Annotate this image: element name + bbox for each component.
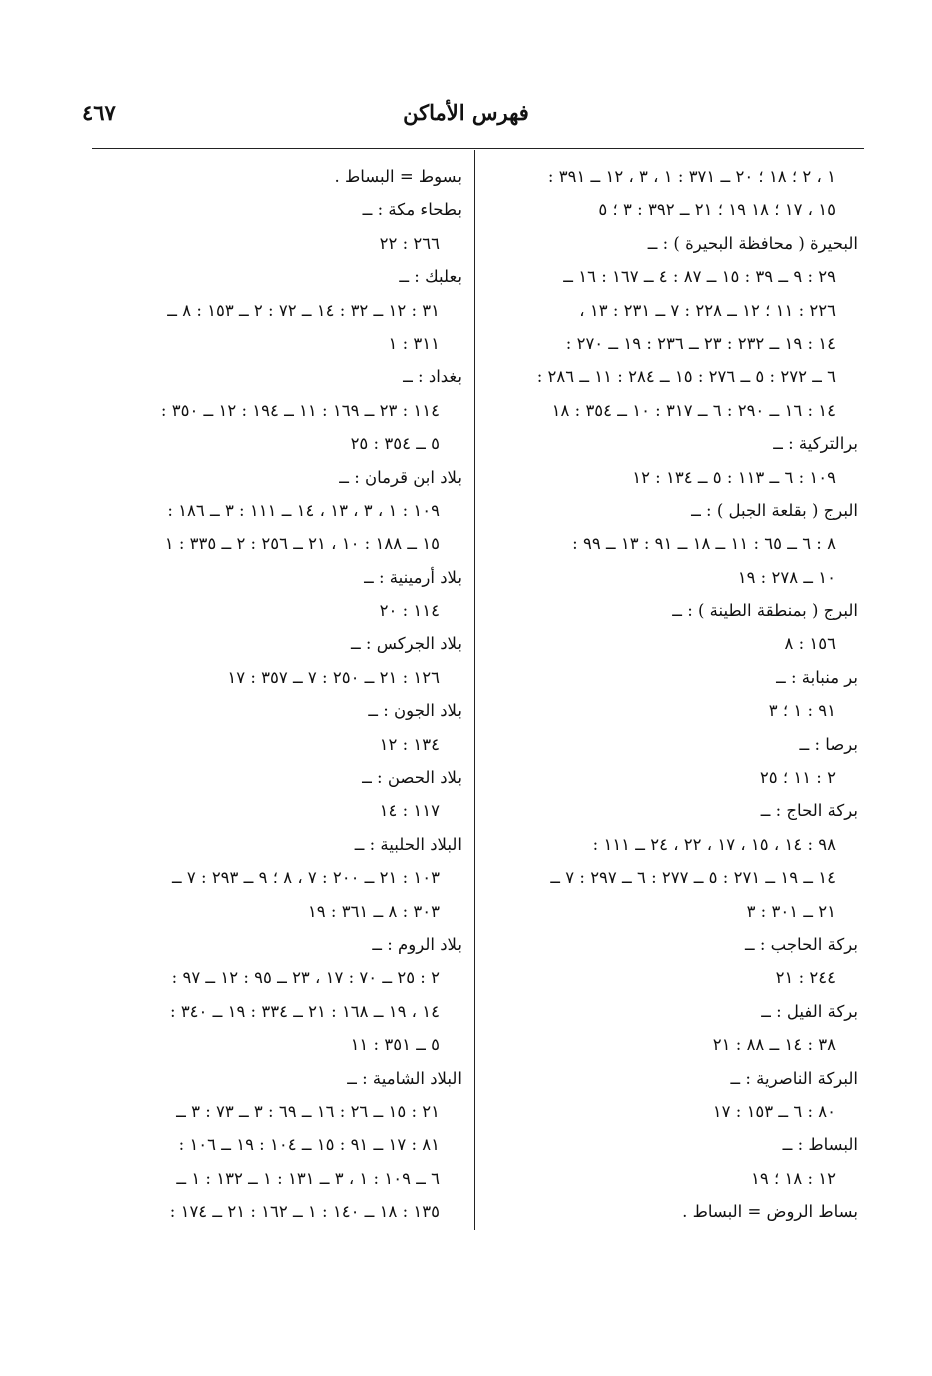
index-entry-references: ١١٧ : ١٤: [379, 801, 440, 821]
index-entry-references: ٣٠٣ : ٨ ــ ٣٦١ : ١٩: [307, 901, 440, 921]
index-entry-heading: برصا : ــ: [799, 734, 858, 754]
index-entry-heading: بسوط = البساط .: [334, 167, 462, 186]
index-entry-heading: بلاد ابن قرمان : ــ: [339, 467, 462, 487]
index-column-left: [92, 160, 462, 1229]
index-entry-heading: البرج ( بقلعة الجبل ) : ــ: [691, 500, 858, 520]
index-entry-heading: بطحاء مكة : ــ: [362, 200, 462, 220]
index-entry-heading: البلاد الشامية : ــ: [347, 1068, 462, 1088]
index-entry-references: ١٥ ، ١٧ ؛ ١٨ ١٩ ؛ ٢١ ــ ٣٩٢ : ٣ ؛ ٥: [598, 200, 836, 220]
index-entry-references: ١٤ : ١٩ ــ ٢٣٢ : ٢٣ ــ ٢٣٦ : ١٩ ــ ٢٧٠ :: [565, 333, 836, 353]
index-entry-heading: البحيرة ( محافظة البحيرة ) : ــ: [647, 233, 858, 253]
index-entry-references: ١٥٦ : ٨: [784, 634, 836, 654]
header-rule: [92, 148, 864, 149]
index-entry-references: ١٥ ــ ١٨٨ : ١٠ ، ٢١ ــ ٢٥٦ : ٢ ــ ٣٣٥ : ١: [164, 534, 440, 554]
index-entry-references: ٨ : ٦ ــ ٦٥ : ١١ ــ ١٨ ــ ٩١ : ١٣ ــ ٩٩ :: [572, 534, 836, 554]
index-entry-references: ٢ : ٢٥ ــ ٧٠ : ١٧ ، ٢٣ ــ ٩٥ : ١٢ ــ ٩٧ :: [171, 968, 440, 988]
index-entry-heading: بساط الروض = البساط .: [682, 1202, 858, 1222]
index-entry-heading: بلاد الحصن : ــ: [362, 768, 462, 788]
index-entry-references: ١٣٤ : ١٢: [379, 734, 440, 754]
index-entry-references: ١١٤ : ٢٠: [379, 601, 440, 621]
index-entry-references: ١٤ ، ١٩ ــ ١٦٨ : ٢١ ــ ٣٣٤ : ١٩ ــ ٣٤٠ :: [170, 1001, 440, 1021]
index-entry-references: ١٢ : ١٨ ؛ ١٩: [750, 1168, 836, 1188]
index-entry-references: ١٠ ــ ٢٧٨ : ١٩: [737, 567, 836, 587]
index-entry-heading: البلاد الحلبية : ــ: [354, 834, 462, 854]
column-divider: [474, 150, 475, 1230]
index-entry-heading: البرج ( بمنطقة الطينة ) : ــ: [672, 601, 858, 621]
index-entry-references: ١٠٩ : ١ ، ٣ ، ١٣ ، ١٤ ــ ١١١ : ٣ ــ ١٨٦ :: [167, 500, 440, 520]
index-entry-references: ٣١١ : ١: [388, 333, 440, 353]
index-entry-heading: البركة الناصرية : ــ: [730, 1068, 858, 1088]
index-entry-references: ٢١ : ١٥ ــ ٢٦ : ١٦ ــ ٦٩ : ٣ ــ ٧٣ : ٣ ــ: [176, 1101, 440, 1121]
index-entry-references: ٩٨ : ١٤ ، ١٥ ، ١٧ ، ٢٢ ، ٢٤ ــ ١١١ :: [592, 834, 836, 854]
index-entry-references: ٢ : ١١ ؛ ٢٥: [759, 768, 836, 788]
index-entry-heading: بر منبابة : ــ: [776, 667, 858, 687]
index-entry-references: ٦ ــ ١٠٩ : ١ ، ٣ ــ ١٣١ : ١ ــ ١٣٢ : ١ ــ: [176, 1168, 440, 1188]
index-entry-references: ١٤ : ١٦ ــ ٢٩٠ : ٦ ــ ٣١٧ : ١٠ ــ ٣٥٤ : ١٨: [551, 400, 836, 420]
index-entry-heading: بلاد الروم : ــ: [372, 934, 462, 954]
index-entry-heading: بعلبك : ــ: [399, 267, 462, 287]
index-entry-references: ٦ ــ ٢٧٢ : ٥ ــ ٢٧٦ : ١٥ ــ ٢٨٤ : ١١ ــ ٢٨٦ :: [536, 367, 836, 387]
index-entry-references: ١٠٩ : ٦ ــ ١١٣ : ٥ ــ ١٣٤ : ١٢: [632, 467, 836, 487]
index-entry-references: ٢٢٦ : ١١ ؛ ١٢ ــ ٢٢٨ : ٧ ــ ٢٣١ : ١٣ ،: [579, 300, 836, 320]
index-entry-references: ١٢٦ : ٢١ ــ ٢٥٠ : ٧ ــ ٣٥٧ : ١٧: [227, 667, 440, 687]
index-entry-heading: بلاد أرمينية : ــ: [364, 567, 462, 587]
index-entry-references: ١٤ ــ ١٩ ــ ٢٧١ : ٥ ــ ٢٧٧ : ٦ ــ ٢٩٧ : ٧ ــ: [550, 868, 836, 888]
index-entry-references: ١١٤ : ٢٣ ــ ١٦٩ : ١١ ــ ١٩٤ : ١٢ ــ ٣٥٠ :: [160, 400, 440, 420]
index-entry-references: ١٠٣ : ٢١ ــ ٢٠٠ : ٧ ، ٨ ؛ ٩ ــ ٢٩٣ : ٧ ــ: [171, 868, 440, 888]
index-entry-references: ٣١ : ١٢ ــ ٣٢ : ١٤ ــ ٧٢ : ٢ ــ ١٥٣ : ٨ ــ: [167, 300, 440, 320]
page-title: فهرس الأماكن: [403, 100, 529, 125]
index-entry-references: ٣٨ : ١٤ ــ ٨٨ : ٢١: [712, 1035, 836, 1055]
index-entry-references: ٢٩ : ٩ ــ ٣٩ : ١٥ ــ ٨٧ : ٤ ــ ١٦٧ : ١٦ ــ: [563, 267, 836, 287]
index-entry-heading: بلاد الجون : ــ: [368, 701, 462, 721]
index-entry-heading: بغداد : ــ: [403, 367, 462, 387]
index-entry-heading: بركة الحاج : ــ: [760, 801, 858, 821]
index-entry-heading: بركة الحاجب : ــ: [744, 934, 858, 954]
index-entry-references: ٨٠ : ٦ ــ ١٥٣ : ١٧: [712, 1101, 836, 1121]
index-entry-heading: برالتركية : ــ: [773, 434, 858, 454]
index-column-right: [498, 160, 858, 1229]
index-entry-references: ٨١ : ١٧ ــ ٩١ : ١٥ ــ ١٠٤ : ١٩ ــ ١٠٦ :: [178, 1135, 440, 1155]
index-entry-heading: بلاد الجركس : ــ: [350, 634, 462, 654]
page-number: ٤٦٧: [82, 100, 116, 125]
index-entry-references: ٢١ ــ ٣٠١ : ٣: [746, 901, 836, 921]
index-entry-references: ٢٦٦ : ٢٢: [379, 233, 440, 253]
index-entry-references: ١ ، ٢ ؛ ١٨ ؛ ٢٠ ــ ٣٧١ : ١ ، ٣ ، ١٢ ــ ٣٩١ :: [547, 167, 836, 186]
index-entry-references: ٢٤٤ : ٢١: [775, 968, 836, 988]
index-entry-references: ٩١ : ١ ؛ ٣: [768, 701, 836, 721]
index-entry-heading: البساط : ــ: [782, 1135, 858, 1155]
index-entry-references: ١٣٥ : ١٨ ــ ١٤٠ : ١ ــ ١٦٢ : ٢١ ــ ١٧٤ :: [169, 1202, 440, 1222]
index-entry-references: ٥ ــ ٣٥١ : ١١: [350, 1035, 440, 1055]
index-entry-references: ٥ ــ ٣٥٤ : ٢٥: [350, 434, 440, 454]
index-entry-heading: بركة الفيل : ــ: [761, 1001, 858, 1021]
